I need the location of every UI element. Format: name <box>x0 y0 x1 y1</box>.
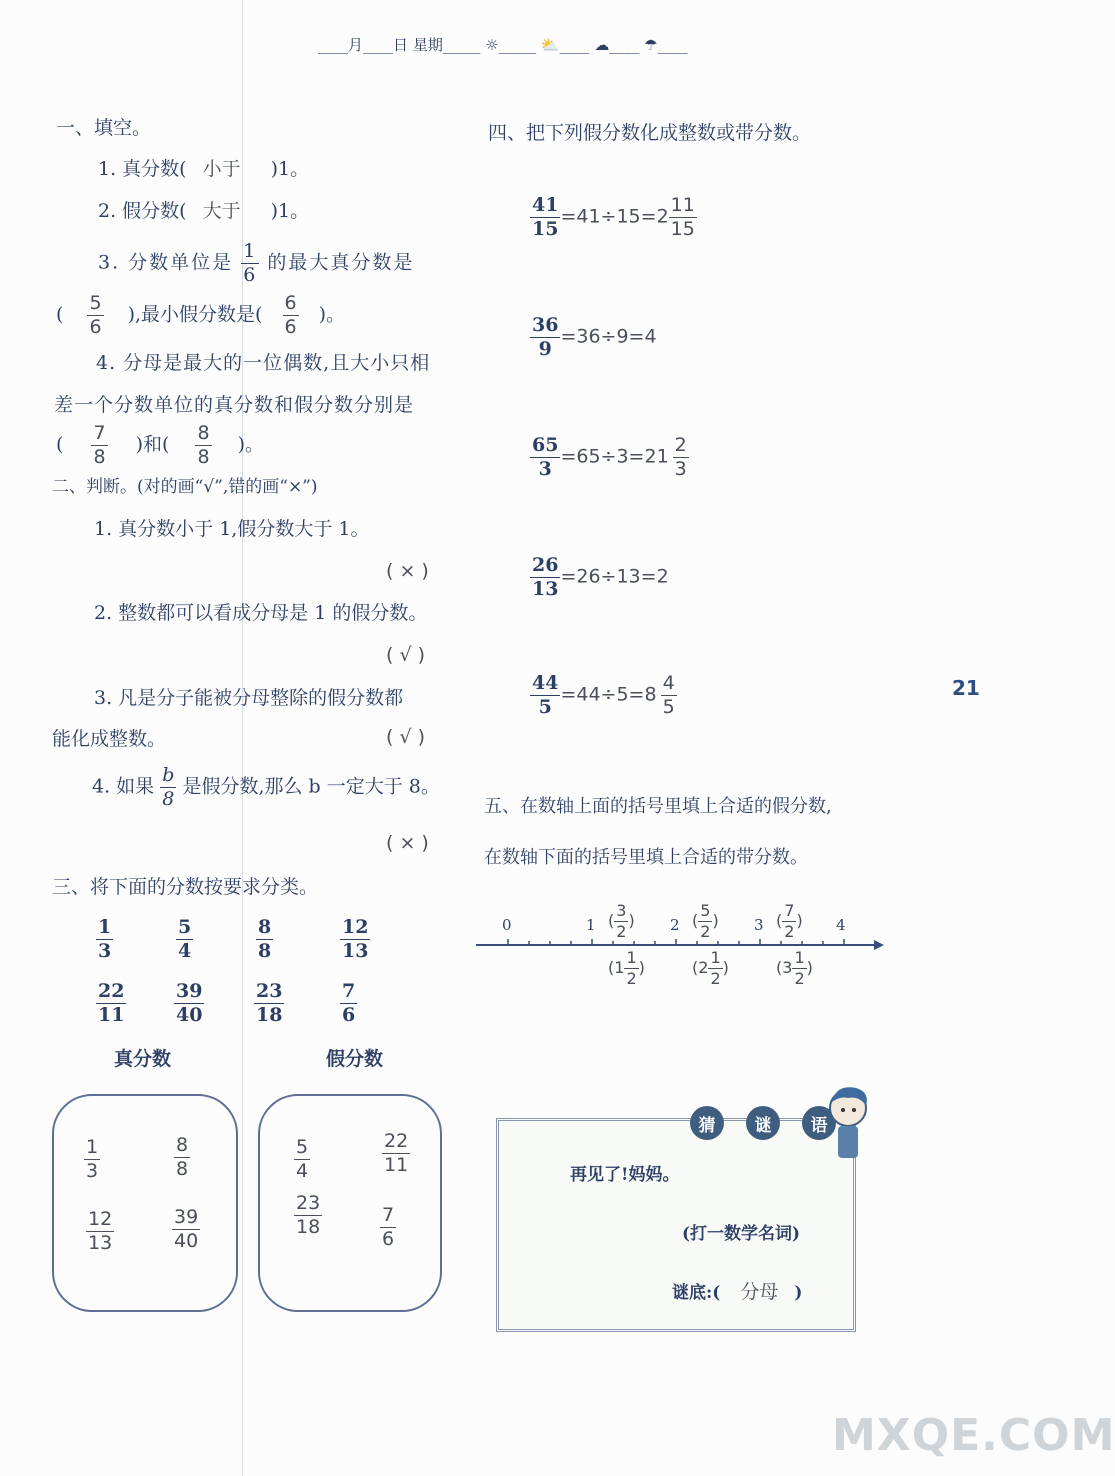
section-4-title: 四、把下列假分数化成整数或带分数。 <box>488 122 812 144</box>
riddle-badge <box>690 1106 836 1140</box>
q2-answer: 大于 <box>202 200 241 222</box>
tick-label-1: 1 <box>586 916 596 934</box>
cartoon-boy-icon <box>826 1082 876 1166</box>
judge-1: 1. 真分数小于 1,假分数大于 1。 <box>94 518 370 540</box>
q4-answer-2: $\frac{8}{8}$ <box>197 422 210 468</box>
page-number: 21 <box>952 676 980 700</box>
q4-line1: 4. 分母是最大的一位偶数,且大小只相 <box>96 352 431 374</box>
rain-icon: ☂ <box>644 36 658 54</box>
judge-1-answer: ( × ) <box>386 560 429 582</box>
section-5-line1: 五、在数轴上面的括号里填上合适的假分数, <box>484 796 832 817</box>
section-1-title: 一、填空。 <box>56 117 152 139</box>
cloud-icon: ☁ <box>594 36 610 54</box>
partly-cloudy-icon: ⛅ <box>540 36 560 54</box>
tick-label-0: 0 <box>502 916 512 934</box>
watermark: MXQE.COM <box>832 1410 1115 1461</box>
improper-fraction-box <box>258 1094 442 1312</box>
q4-line2: 差一个分数单位的真分数和假分数分别是 <box>54 394 415 416</box>
riddle-hint: (打一数学名词) <box>682 1224 801 1244</box>
improper-label: 假分数 <box>326 1048 384 1070</box>
convert-2: $\frac{36}{9}$ =36÷9=4 <box>532 314 657 360</box>
proper-answer-2: $\frac{8}{8}$ <box>176 1134 189 1180</box>
riddle-answer: 分母 <box>740 1281 779 1303</box>
judge-2: 2. 整数都可以看成分母是 1 的假分数。 <box>94 602 428 624</box>
improper-answer-3: $\frac{23}{18}$ <box>296 1192 321 1238</box>
judge-3-line2: 能化成整数。 <box>52 728 167 750</box>
riddle-answer-line: 谜底:( 分母 ) <box>672 1281 803 1303</box>
tick-label-3: 3 <box>754 916 764 934</box>
section-5-line2: 在数轴下面的括号里填上合适的带分数。 <box>484 847 808 868</box>
riddle-badge-char: 语 <box>802 1106 836 1140</box>
section-3-title: 三、将下面的分数按要求分类。 <box>52 876 319 898</box>
convert-3: $\frac{65}{3}$ =65÷3=21 $\frac{2}{3}$ <box>532 434 687 480</box>
proper-answer-3: $\frac{12}{13}$ <box>88 1208 113 1254</box>
below-answer-1: (1 $\frac{1}{2}$ ) <box>608 948 645 988</box>
improper-answer-1: $\frac{5}{4}$ <box>296 1136 309 1182</box>
riddle-badge-char: 谜 <box>746 1106 780 1140</box>
judge-2-answer: ( √ ) <box>386 644 426 666</box>
above-answer-3: ( $\frac{7}{2}$ ) <box>776 901 803 941</box>
convert-5: $\frac{44}{5}$ =44÷5=8 $\frac{4}{5}$ <box>532 672 675 718</box>
proper-answer-4: $\frac{39}{40}$ <box>174 1206 199 1252</box>
q3-answer-2: $\frac{6}{6}$ <box>284 292 297 338</box>
proper-answer-1: $\frac{1}{3}$ <box>86 1136 99 1182</box>
proper-label: 真分数 <box>114 1048 172 1070</box>
improper-answer-4: $\frac{7}{6}$ <box>382 1204 395 1250</box>
above-answer-1: ( $\frac{3}{2}$ ) <box>608 901 635 941</box>
convert-4: $\frac{26}{13}$ =26÷13=2 <box>532 554 669 600</box>
judge-3-line1: 3. 凡是分子能被分母整除的假分数都 <box>94 687 404 709</box>
judge-4: 4. 如果 $\frac{b}{8}$ 是假分数,那么 b 一定大于 8。 <box>92 764 440 810</box>
judge-3-answer: ( √ ) <box>386 726 426 748</box>
riddle-text: 再见了!妈妈。 <box>570 1165 680 1185</box>
judge-4-answer: ( × ) <box>386 832 429 854</box>
section-2-title: 二、判断。(对的画“√”,错的画“×”) <box>52 477 318 497</box>
q4-answer-1: $\frac{7}{8}$ <box>93 422 106 468</box>
tick-label-2: 2 <box>670 916 680 934</box>
number-line <box>470 935 890 965</box>
convert-1: $\frac{41}{15}$ =41÷15=2 $\frac{11}{15}$ <box>532 194 695 240</box>
tick-label-4: 4 <box>836 916 846 934</box>
q4-line3: ( $\frac{7}{8}$ )和( $\frac{8}{8}$ )。 <box>56 422 265 468</box>
below-answer-2: (2 $\frac{1}{2}$ ) <box>692 948 729 988</box>
date-header: ____月____日 星期_____ ☼_____ ⛅____ ☁____ ☂____ <box>318 36 688 54</box>
q3-line2: ( $\frac{5}{6}$ ),最小假分数是( $\frac{6}{6}$ )。 <box>56 292 346 338</box>
q2: 2. 假分数( 大于 )1。 <box>98 200 310 222</box>
riddle-badge-char: 猜 <box>690 1106 724 1140</box>
q1-answer: 小于 <box>202 158 241 180</box>
improper-answer-2: $\frac{22}{11}$ <box>384 1130 409 1176</box>
sun-icon: ☼ <box>485 36 499 54</box>
above-answer-2: ( $\frac{5}{2}$ ) <box>692 901 719 941</box>
below-answer-3: (3 $\frac{1}{2}$ ) <box>776 948 813 988</box>
q1: 1. 真分数( 小于 )1。 <box>98 158 310 180</box>
q3-line1: 3. 分数单位是 $\frac{1}{6}$ 的最大真分数是 <box>98 240 415 286</box>
q3-answer-1: $\frac{5}{6}$ <box>89 292 102 338</box>
proper-fraction-box <box>52 1094 238 1312</box>
